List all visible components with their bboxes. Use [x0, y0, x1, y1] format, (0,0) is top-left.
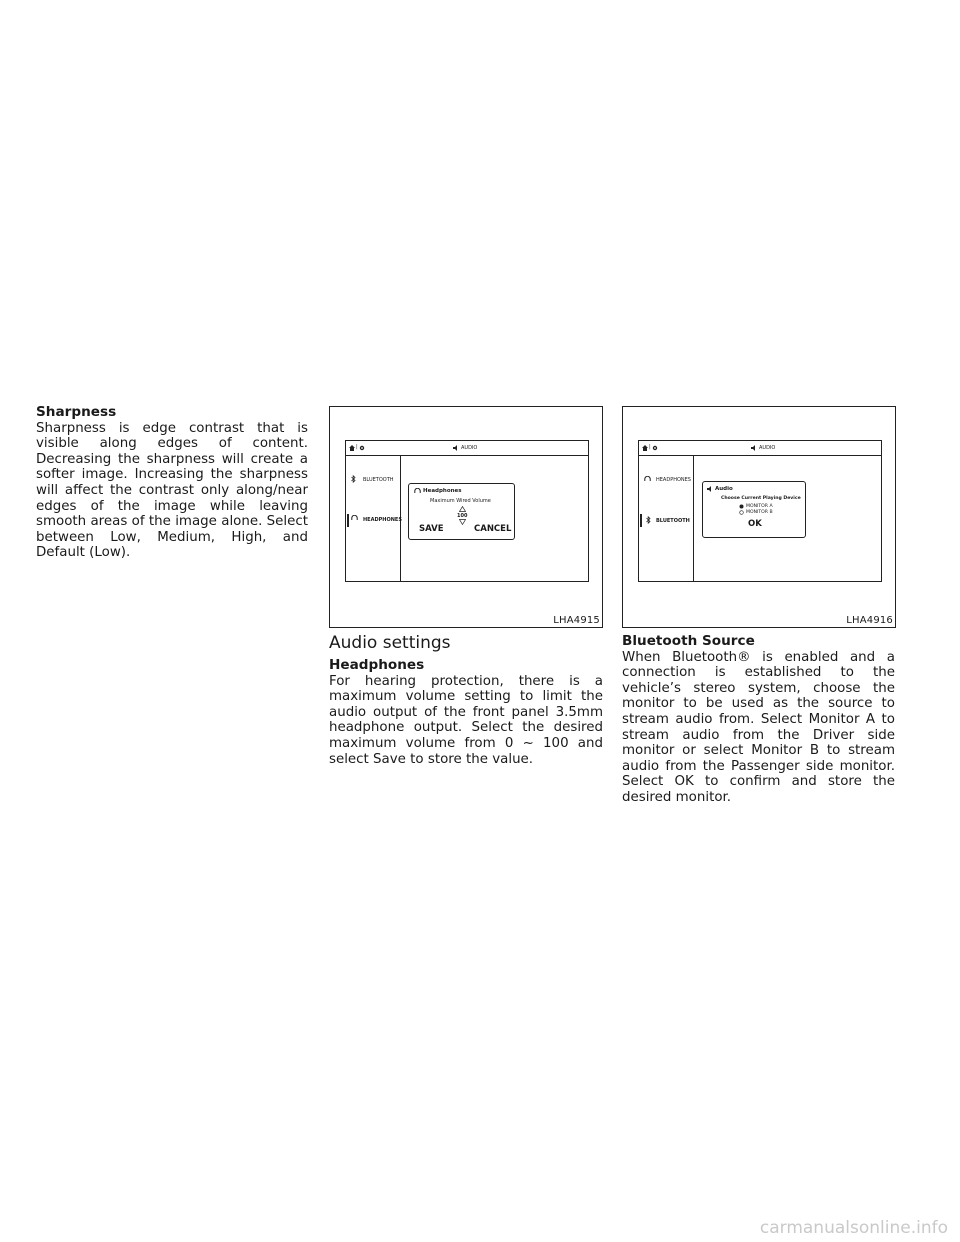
option-monitor-b[interactable]: MONITOR B [746, 510, 773, 515]
headphones-dialog [408, 483, 515, 540]
radio-unselected-icon[interactable] [739, 510, 744, 515]
bluetooth-source-section [622, 634, 895, 806]
radio-selected-icon[interactable] [739, 504, 744, 509]
volume-down-arrow-icon[interactable] [459, 519, 466, 525]
headphones-icon [351, 515, 358, 521]
dialog-title: Headphones [423, 488, 462, 494]
speaker-icon [751, 445, 757, 451]
figure-code: LHA4916 [846, 615, 893, 626]
bluetooth-screen [638, 440, 882, 582]
sharpness-section [36, 405, 308, 561]
figure-code: LHA4915 [553, 615, 600, 626]
volume-up-arrow-icon[interactable] [459, 506, 466, 512]
choose-device-label: Choose Current Playing Device [721, 496, 801, 501]
screen-topbar [346, 441, 588, 456]
speaker-icon [453, 445, 459, 451]
sidebar-item-bluetooth[interactable]: BLUETOOTH [363, 477, 394, 483]
volume-label: Maximum Wired Volume [430, 498, 491, 504]
bluetooth-source-heading: Bluetooth Source [622, 633, 755, 649]
sharpness-body: Sharpness is edge contrast that is visible along edges of content. Decreasing the sharpness will create a softer image. Increasing the sharpness will affect the contrast only along/near edges of the image while leaving smooth areas of the image alone. Select between Low, Medium, High, and Default (Low). [36, 420, 308, 561]
volume-value: 100 [457, 513, 468, 519]
topbar-title: AUDIO [759, 445, 776, 451]
speaker-icon [707, 486, 713, 492]
option-monitor-a[interactable]: MONITOR A [746, 504, 773, 509]
bluetooth-icon [646, 516, 651, 524]
save-button[interactable]: SAVE [419, 524, 444, 534]
sharpness-heading: Sharpness [36, 404, 117, 420]
figure-bluetooth-screen [622, 406, 896, 628]
headphones-screen [345, 440, 589, 582]
sidebar-item-bluetooth[interactable]: BLUETOOTH [656, 518, 690, 524]
sidebar-item-headphones[interactable]: HEADPHONES [656, 477, 691, 483]
separator-icon: | [356, 444, 358, 450]
screen-topbar [639, 441, 881, 456]
sidebar-divider [693, 455, 694, 581]
bluetooth-icon [351, 475, 356, 483]
ok-button[interactable]: OK [748, 519, 762, 529]
sidebar-selection-bar [347, 514, 349, 527]
headphones-body: For hearing protection, there is a maximum volume setting to limit the audio output of the front panel 3.5mm headphone output. Select the desired maximum volume from 0 ~ 100 and select Save to store the value. [329, 673, 603, 767]
separator-icon: | [649, 444, 651, 450]
cancel-button[interactable]: CANCEL [474, 524, 512, 534]
sidebar-selection-bar [640, 514, 642, 527]
headphones-heading: Headphones [329, 657, 425, 673]
audio-settings-section [329, 633, 603, 767]
watermark: carmanualsonline.info [759, 1218, 948, 1238]
home-icon [642, 445, 648, 451]
gear-icon [652, 445, 658, 451]
sidebar-item-headphones[interactable]: HEADPHONES [363, 517, 402, 523]
section-title: Audio settings [329, 633, 451, 653]
headphones-icon [644, 476, 651, 482]
bluetooth-source-body: When Bluetooth® is enabled and a connection is established to the vehicle’s stereo system, choose the monitor to be used as the source to stream audio from. Select Monitor A to stream audio from the Driver side monitor or select Monitor B to stream audio from the Passenger side monitor. Select OK to confirm and store the desired monitor. [622, 649, 895, 805]
headphones-icon [414, 488, 421, 494]
home-icon [349, 445, 355, 451]
audio-dialog [702, 481, 806, 538]
topbar-title: AUDIO [461, 445, 478, 451]
gear-icon [359, 445, 365, 451]
figure-headphones-screen [329, 406, 603, 628]
dialog-title: Audio [715, 486, 733, 492]
